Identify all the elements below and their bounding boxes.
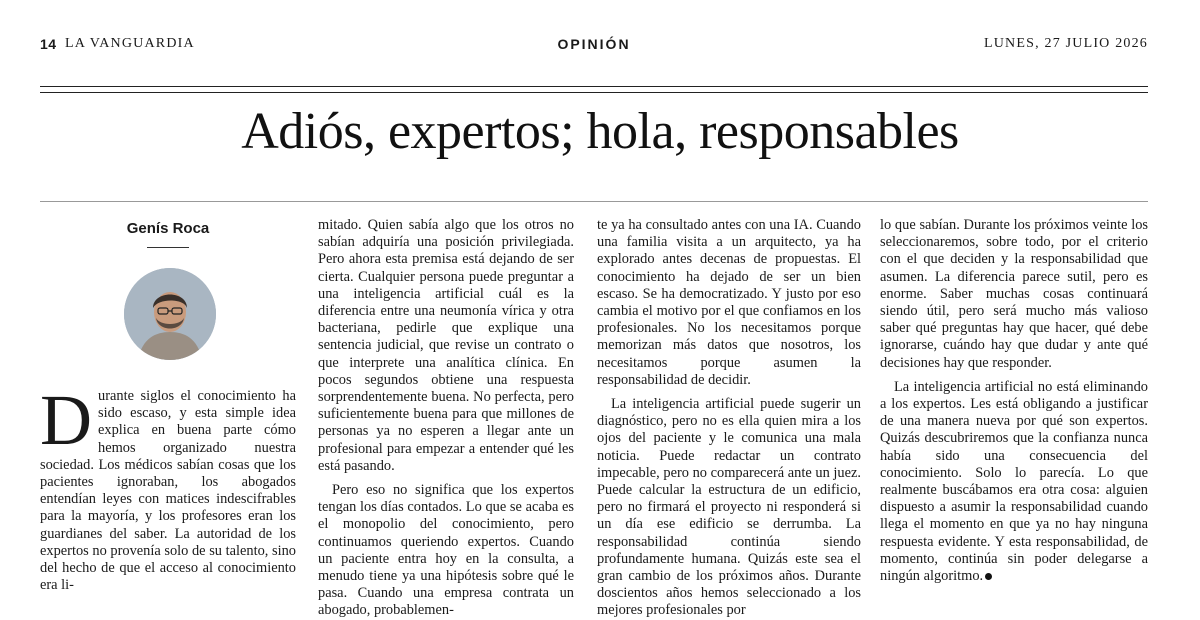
paragraph: mitado. Quien sabía algo que los otros no sabían adquiría una posición privilegiada. Pero ahora esta premisa está dejando de ser cierta. Cualquier persona puede preguntar a una inteligencia artificial cuál es la diferencia entre una neumonía vírica y otra bacteriana, pedirle que explique una sentencia judicial, que revise un contrato o que interprete una analítica clínica. En pocos segundos obtiene una respuesta sorprendentemente buena. No perfecta, pero suficientemente buena para que millones de personas ya no esperen a llegar ante un profesional para empezar a entender qué les está pasando. [318,217,574,474]
article-column-1 [40,380,296,594]
issue-date: LUNES, 27 JULIO 2026 [984,36,1148,51]
article-column-2 [318,217,574,620]
byline [40,208,296,248]
headline-rule [40,201,1148,202]
paragraph [40,380,296,594]
page-number: 14 [40,36,57,52]
paragraph: La inteligencia artificial puede sugerir un diagnóstico, pero no es ella quien mira a los ojos del paciente y le comunica una mala noticia. Puede redactar un contrato impecable, pero no comparecerá ante un juez. Puede calcular la estructura de un edificio, pero no firmará el proyecto ni responderá si un día ese edificio se derrumba. La responsabilidad continúa siendo profundamente humana. Quizás este sea el gran cambio de los próximos años. Durante doscientos años hemos seleccionado a los mejores profesionales por [597,396,861,619]
paragraph-text: urante siglos el conocimiento ha sido escaso, y esta simple idea explica en buena parte cómo hemos organizado nuestra sociedad. Los médicos sabían cosas que los pacientes ignoraban, los abogados entendían leyes con matices indescifrables para la mayoría, y los profesores eran los guardianes del saber. La autoridad de los expertos no provenía solo de su talento, sino del hecho de que el acceso al conocimiento era li- [40,388,296,594]
paragraph: lo que sabían. Durante los próximos veinte los seleccionaremos, sobre todo, por el criterio con el que deciden y la responsabilidad que asumen. La diferencia parece sutil, pero es enorme. Saber muchas cosas continuará siendo útil, pero será mucho más valioso saber qué preguntas hay que hacer, qué debe ignorarse, cuándo hay que dudar y ante qué decisiones hay que responder. [880,217,1148,371]
section-label: OPINIÓN [557,36,631,52]
end-mark-icon [985,573,992,580]
article-column-4 [880,217,1148,585]
newspaper-name: LA VANGUARDIA [65,36,195,51]
masthead-rule-top [40,86,1148,87]
author-portrait-icon [124,268,216,360]
paragraph [880,379,1148,585]
headline: Adiós, expertos; hola, responsables [241,103,959,160]
author-photo [124,268,216,360]
drop-cap: D [40,380,92,460]
article-column-3 [597,217,861,620]
masthead-rule-bottom [40,92,1148,93]
paragraph-text: La inteligencia artificial no está eliminando a los expertos. Les está obligando a justificar de una manera nueva por qué son expertos. Quizás descubriremos que la confianza nunca había sido una consecuencia del conocimiento. Solo lo parecía. Lo que realmente buscábamos era otra cosa: alguien dispuesto a asumir la responsabilidad cuando llega el momento en que ya no hay ninguna respuesta evidente. Y esta responsabilidad, de momento, continúa sin poder delegarse a ningún algoritmo. [880,378,1148,585]
masthead [40,36,1148,58]
paragraph: te ya ha consultado antes con una IA. Cuando una familia visita a un arquitecto, ya ha explorado antes decenas de propuestas. El conocimiento ha dejado de ser un bien escaso. Se ha democratizado. Y justo por eso cambia el motivo por el que confiamos en los profesionales. No los necesitamos porque memorizan más datos que nosotros, los necesitamos porque asumen la responsabilidad de decidir. [597,217,861,388]
author-divider [147,247,189,248]
paragraph: Pero eso no significa que los expertos tengan los días contados. Lo que se acaba es el monopolio del conocimiento, pero continuamos queriendo expertos. Cuando un paciente entra hoy en la consulta, a menudo tiene ya una hipótesis sobre qué le pasa. Cuando una empresa contrata un abogado, probablemen- [318,482,574,619]
author-name: Genís Roca [126,220,210,237]
